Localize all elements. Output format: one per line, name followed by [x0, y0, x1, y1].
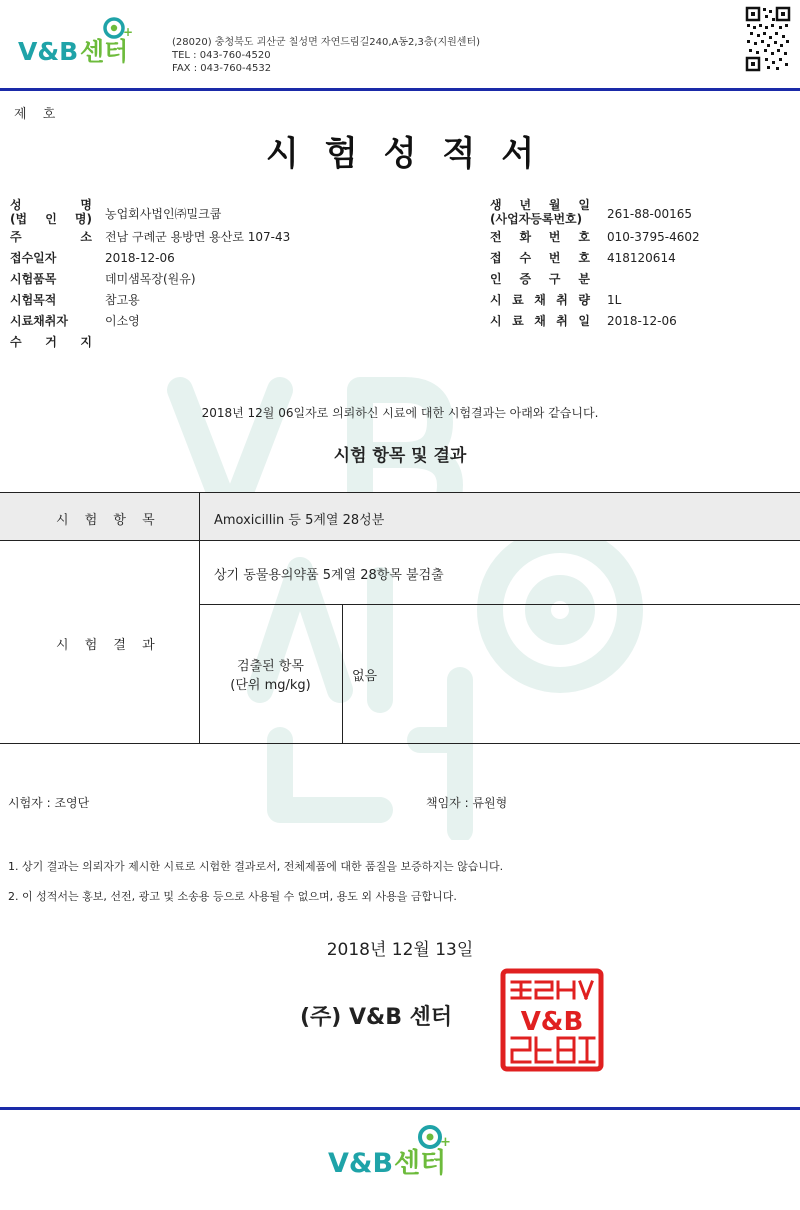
vb-center-footer-logo [326, 1124, 486, 1184]
info-value: 이소영 [105, 314, 140, 328]
info-label: 인 증 구 분 [490, 272, 590, 286]
info-label [490, 198, 590, 226]
company-tel: TEL : 043-760-4520 [172, 50, 271, 61]
issuer-name: (주) V&B 센터 [300, 1005, 453, 1030]
info-label: 시험품목 [10, 272, 57, 286]
detected-items-label: 검출된 항목 [237, 659, 304, 674]
svg-text:+: + [123, 25, 134, 39]
info-value: 2018-12-06 [607, 314, 677, 328]
info-label-main: 성 명 [10, 198, 92, 212]
results-table [0, 492, 800, 744]
items-label: 시 험 항 목 [56, 513, 161, 528]
info-value: 010-3795-4602 [607, 230, 700, 244]
document-title: 시험성적서 [265, 134, 561, 174]
info-label: 시료채취자 [10, 314, 68, 328]
letterhead [0, 0, 800, 88]
info-value: 참고용 [105, 293, 140, 307]
qr-code-icon [745, 6, 791, 72]
svg-text:V&B: V&B [520, 1007, 584, 1037]
svg-text:+: + [440, 1135, 451, 1150]
table-column-divider [199, 492, 200, 744]
info-value: 농업회사법인㈜밀크쿱 [105, 207, 222, 221]
info-label: 주 소 [10, 230, 92, 244]
result-summary: 상기 동물용의약품 5계열 28항목 불검출 [214, 568, 444, 583]
company-contact [172, 36, 480, 75]
info-value: 1L [607, 293, 622, 307]
info-label-sub: (사업자등록번호) [490, 212, 583, 226]
info-label: 접수일자 [10, 251, 57, 265]
table-column-divider [342, 604, 343, 744]
info-value: 전남 구례군 용방면 용산로 107-43 [105, 230, 291, 244]
info-label: 접 수 번 호 [490, 251, 590, 265]
info-label: 시험목적 [10, 293, 57, 307]
svg-text:V&B: V&B [18, 37, 79, 66]
table-border-top [0, 492, 800, 493]
tester-name: 시험자 : 조영단 [8, 796, 90, 810]
responsible-person: 책임자 : 류원형 [426, 796, 508, 810]
company-address: (28020) 충청북도 괴산군 칠성면 자연드림길240,A동2,3층(지원센터) [172, 37, 481, 48]
info-label: 전 화 번 호 [490, 230, 590, 244]
note-item: 2. 이 성적서는 홍보, 선전, 광고 및 소송용 등으로 사용될 수 없으며, 용도 외 사용을 금합니다. [8, 890, 457, 903]
detected-items-value: 없음 [352, 669, 378, 684]
result-label: 시 험 결 과 [56, 638, 161, 653]
info-label-sub: (법 인 명) [10, 212, 92, 226]
document-number-label: 제 호 [14, 107, 62, 122]
info-value: 2018-12-06 [105, 251, 175, 265]
info-value: 261-88-00165 [607, 207, 693, 221]
table-divider [199, 604, 800, 605]
footer-divider [0, 1107, 800, 1110]
note-item: 1. 상기 결과는 의뢰자가 제시한 시료로 시험한 결과로서, 전체제품에 대한 품질을 보증하지는 않습니다. [8, 860, 504, 873]
notes-list [8, 858, 503, 918]
table-divider [0, 540, 800, 541]
svg-text:V&B: V&B [328, 1148, 394, 1179]
info-label: 시 료 채 취 일 [490, 314, 590, 328]
company-seal-icon [500, 968, 604, 1072]
vb-center-logo [16, 16, 166, 72]
info-label [10, 198, 92, 226]
detected-items-unit: (단위 mg/kg) [230, 678, 311, 693]
items-value: Amoxicillin 등 5계열 28성분 [214, 513, 385, 528]
issue-date: 2018년 12월 13일 [326, 940, 474, 960]
info-label: 수 거 지 [10, 335, 92, 349]
svg-text:센터: 센터 [80, 37, 129, 66]
table-border-bottom [0, 743, 800, 744]
company-fax: FAX : 043-760-4532 [172, 63, 272, 74]
intro-sentence: 2018년 12월 06일자로 의뢰하신 시료에 대한 시험결과는 아래와 같습니다. [201, 406, 599, 420]
header-divider [0, 88, 800, 91]
info-value: 418120614 [607, 251, 676, 265]
info-label: 시 료 채 취 량 [490, 293, 590, 307]
info-label-main: 생 년 월 일 [490, 198, 590, 212]
svg-text:센터: 센터 [394, 1148, 447, 1179]
section-title: 시험 항목 및 결과 [333, 446, 467, 466]
info-value: 데미샘목장(원유) [105, 272, 196, 286]
